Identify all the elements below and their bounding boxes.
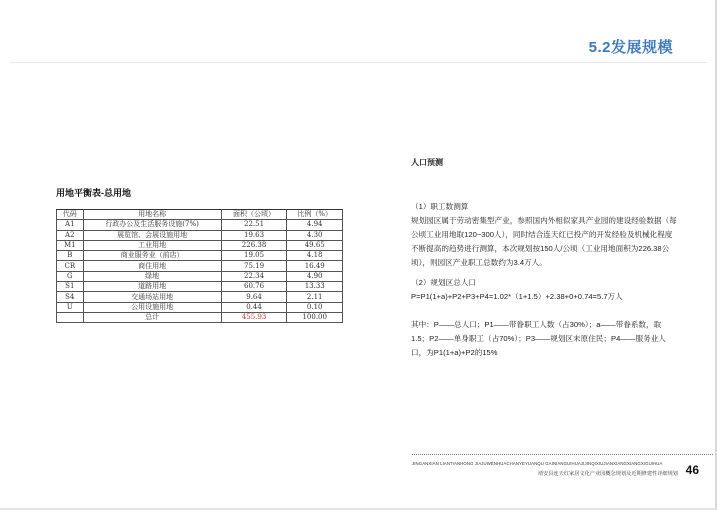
cell-code: M1 [57,240,84,250]
table-total-row [57,312,343,322]
cell-area: 22.51 [221,220,287,230]
formula-explanation: 其中：P——总人口；P1——带眷职工人数（占30%）；a——带眷系数，取1.5；P2——单身职工（占70%）；P3——规划区末原住民；P4——服务业人口，为P1(1+a)+P2的15% [411,320,666,357]
cell-name: 道路用地 [83,282,221,292]
page-number: 46 [685,463,699,477]
cell-code: CR [57,261,84,271]
cell-ratio: 0.10 [287,302,343,312]
workers-body: 规划园区属于劳动密集型产业，参照国内外相似家具产业园的建设经验数据（每公顷工业用地取120~300人），同时结合连天红已投产的开发经验及机械化程度不断提高的趋势进行测算，本次规划按150人/公顷（工业用地面积为226.38公顷），则园区产业职工总数约为3.4万人。 [411,216,677,267]
cell-code: S1 [57,282,84,292]
cell-ratio: 4.94 [287,220,343,230]
col-code: 代码 [57,210,84,220]
table-title: 用地平衡表-总用地 [56,188,131,198]
cell-ratio: 16.49 [287,261,343,271]
total-ratio: 100.00 [287,312,343,322]
cell-code: A2 [57,230,84,240]
table-row [57,240,343,250]
land-balance-table [56,209,343,323]
cell-area: 19.63 [221,230,287,240]
population-formula: P=P1(1+a)+P2+P3+P4=1.02*（1+1.5）+2.38+0+0.74=5.7万人 [411,292,623,301]
cell-code: S4 [57,292,84,302]
cell-area: 226.38 [221,240,287,250]
col-ratio: 比例（%） [287,210,343,220]
cell-area: 75.19 [221,261,287,271]
cell-ratio: 4.90 [287,271,343,281]
table-row [57,282,343,292]
cell-ratio: 2.11 [287,292,343,302]
cell-area: 60.76 [221,282,287,292]
table-row [57,220,343,230]
cell-name: 工业用地 [83,240,221,250]
table-row [57,292,343,302]
cell-ratio: 49.65 [287,240,343,250]
cell-name: 绿地 [83,271,221,281]
table-row [57,302,343,312]
cell-area: 9.64 [221,292,287,302]
cell-area: 19.05 [221,251,287,261]
cell-ratio: 4.18 [287,251,343,261]
footer-project-name: 靖安县连天红家居文化产业园概念规划及近期修建性详细规划 [537,471,678,477]
col-name: 用地名称 [83,210,221,220]
workers-title: （1）职工数测算 [411,202,469,211]
footer-pinyin: JINGANXIAN LIANTIANHONG JIAJUWENHUACHANYEYUANQU GAINIANGUIHUAJIJINQIXIUJIANXIANGXIANGXIGUIHUA [412,461,663,466]
section-title: 5.2发展规模 [588,39,673,56]
cell-ratio: 13.33 [287,282,343,292]
total-population-title: （2）规划区总人口 [411,278,476,287]
table-row [57,271,343,281]
footer-divider [412,454,713,455]
total-area: 455.93 [221,312,287,322]
cell-area: 0.44 [221,302,287,312]
cell-name: 商业服务业（前店） [83,251,221,261]
cell-area: 22.34 [221,271,287,281]
table-header-row [57,210,343,220]
table-row [57,261,343,271]
cell-name: 行政办公及生活服务设施(7%) [83,220,221,230]
cell-code: G [57,271,84,281]
cell-name: 展览馆、会展设施用地 [83,230,221,240]
table-body [57,220,343,323]
population-forecast-section [411,156,679,360]
cell-code: A1 [57,220,84,230]
cell-name: 商住用地 [83,261,221,271]
cell-name: 公用设施用地 [83,302,221,312]
header-divider [10,62,707,63]
cell-code: U [57,302,84,312]
population-heading: 人口预测 [411,158,443,167]
table-row [57,251,343,261]
cell-name: 交通场站用地 [83,292,221,302]
cell-code [57,312,84,322]
cell-ratio: 4.30 [287,230,343,240]
cell-code: B [57,251,84,261]
table-row [57,230,343,240]
col-area: 面积（公顷） [221,210,287,220]
total-label: 总计 [83,312,221,322]
